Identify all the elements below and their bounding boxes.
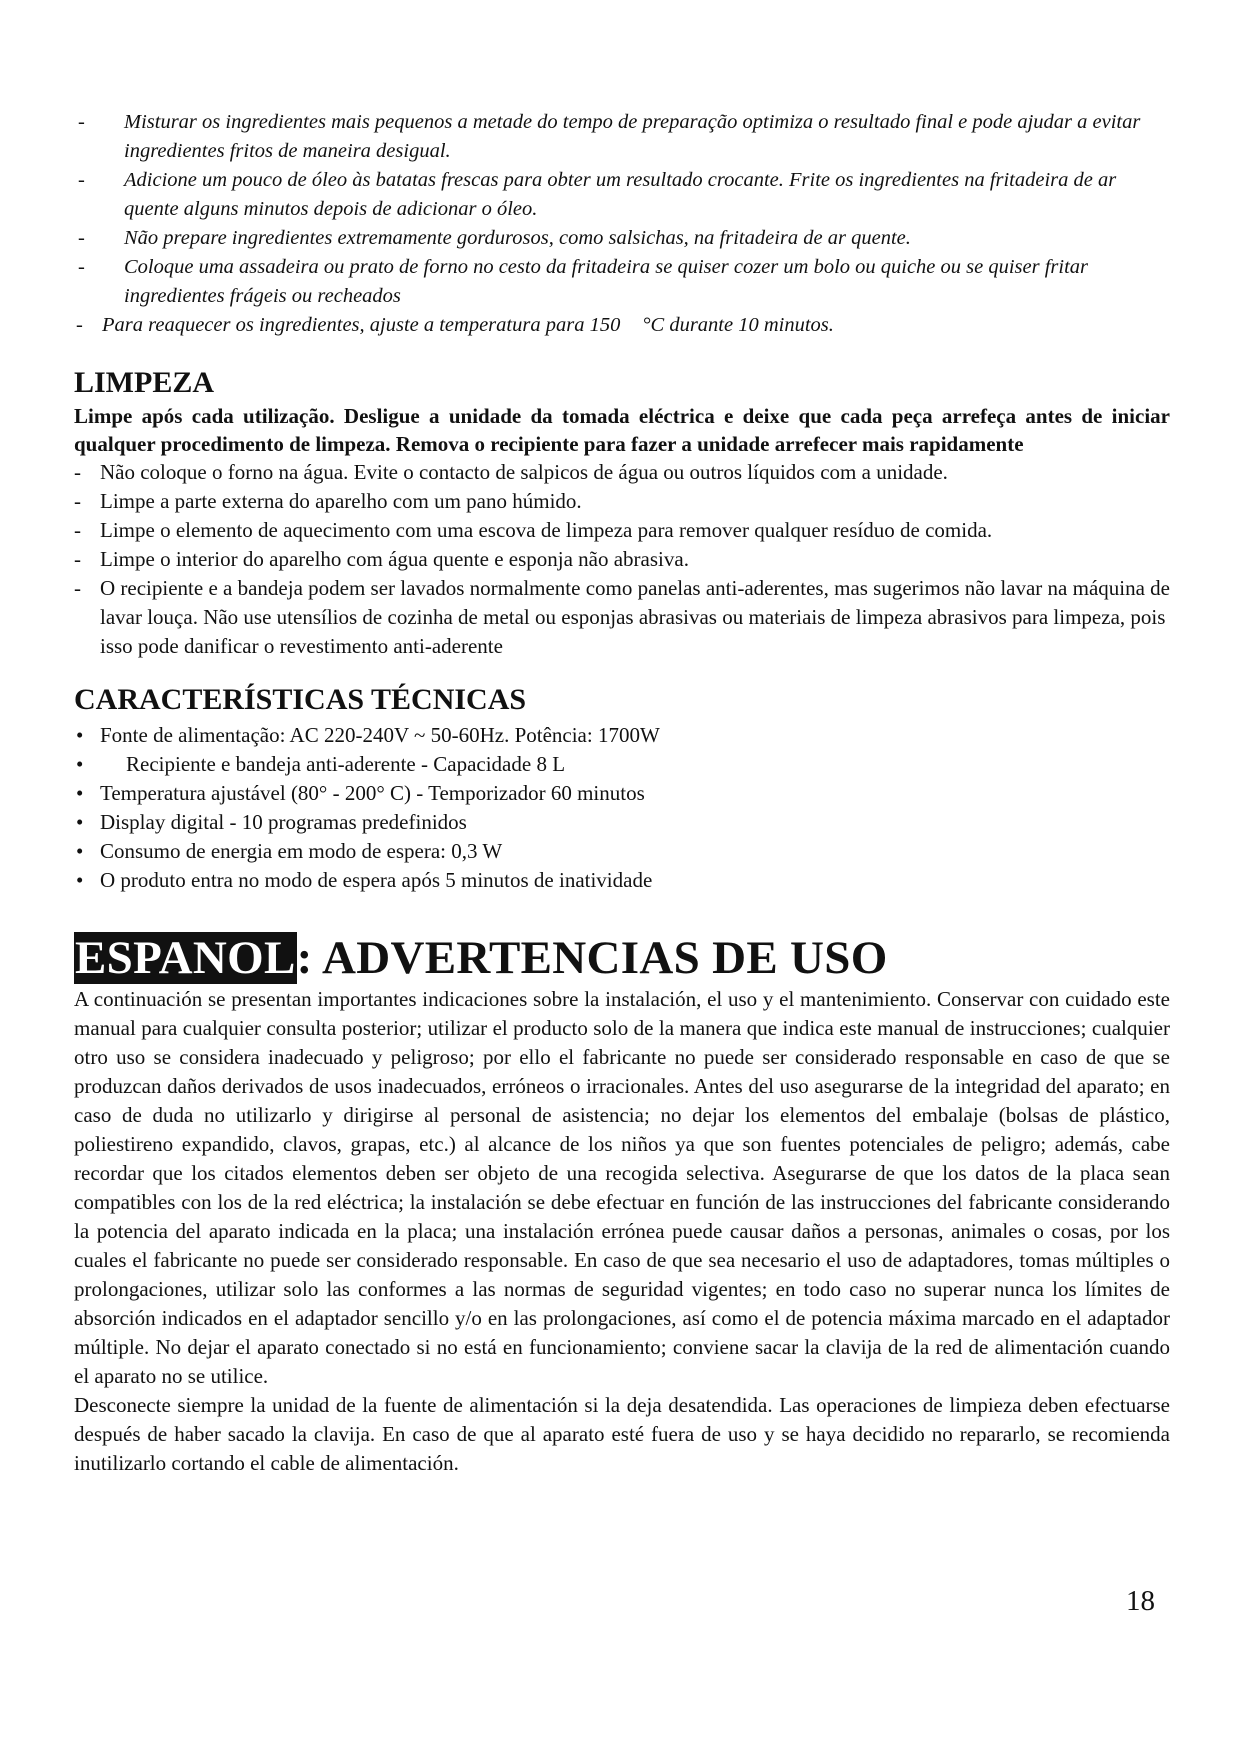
spec-text: Recipiente e bandeja anti-aderente - Capacidade 8 L <box>126 752 566 776</box>
spec-text: Display digital - 10 programas predefinidos <box>100 810 467 834</box>
limpeza-intro: Limpe após cada utilização. Desligue a unidade da tomada eléctrica e deixe que cada peça arrefeça antes de iniciar qualquer procedimento de limpeza. Remova o recipiente para fazer a unidade arrefecer mais rapidamente <box>74 404 1170 456</box>
limpeza-heading: LIMPEZA <box>74 366 215 399</box>
spec-item <box>74 837 1170 866</box>
tip-item <box>74 166 1170 224</box>
limpeza-item <box>74 458 1170 487</box>
limpeza-item-text: Limpe o elemento de aquecimento com uma escova de limpeza para remover qualquer resíduo de comida. <box>100 518 993 542</box>
spec-text: Temperatura ajustável (80° - 200° C) - Temporizador 60 minutos <box>100 781 645 805</box>
dash-marker: - <box>74 460 81 484</box>
tip-item-reheat <box>74 311 1170 340</box>
spec-item <box>74 721 1170 750</box>
tip-text: Adicione um pouco de óleo às batatas frescas para obter um resultado crocante. Frite os ingredientes na fritadeira de ar quente alguns minutos depois de adicionar o óleo. <box>124 169 1117 220</box>
limpeza-item <box>74 545 1170 574</box>
tip-item <box>74 253 1170 311</box>
cooking-tips-list <box>74 108 1170 340</box>
dash-marker: - <box>78 256 85 278</box>
spec-text: Consumo de energia em modo de espera: 0,3 W <box>100 839 503 863</box>
bullet-icon: • <box>76 810 84 834</box>
limpeza-item <box>74 516 1170 545</box>
spec-item <box>74 750 1170 779</box>
limpeza-item-text: Limpe o interior do aparelho com água quente e esponja não abrasiva. <box>100 547 689 571</box>
espanol-heading-title: : ADVERTENCIAS DE USO <box>296 932 888 984</box>
language-label: ESPANOL <box>75 932 296 984</box>
advertencias-paragraph: A continuación se presentan importantes indicaciones sobre la instalación, el uso y el mantenimiento. Conservar con cuidado este manual para cualquier consulta posterior; utilizar el producto solo de la manera que indica este manual de instrucciones; cualquier otro uso se considera inadecuado y peligroso; por ello el fabricante no puede ser considerado responsable en caso de que se produzcan daños derivados de usos inadecuados, erróneos o irracionales. Antes del uso asegurarse de la integridad del aparato; en caso de duda no utilizarlo y dirigirse al personal de asistencia; no dejar los elementos del embalaje (bolsas de plástico, poliestireno expandido, clavos, grapas, etc.) al alcance de los niños ya que son fuentes potenciales de peligro; además, cabe recordar que los citados elementos deben ser objeto de una recogida selectiva. Asegurarse de que los datos de la placa sean compatibles con los de la red eléctrica; la instalación se debe efectuar en función de las instrucciones del fabricante considerando la potencia del aparato indicada en la placa; una instalación errónea puede causar daños a personas, animales o cosas, por los cuales el fabricante no puede ser considerado responsable. En caso de que sea necesario el uso de adaptadores, tomas múltiples o prolongaciones, utilizar solo las conformes a las normas de seguridad vigentes; en todo caso no superar nunca los límites de absorción indicados en el adaptador sencillo y/o en las prolongaciones, así como el de potencia máxima marcado en el adaptador múltiple. No dejar el aparato conectado si no está en funcionamiento; conviene sacar la clavija de la red de alimentación cuando el aparato no se utilice. <box>74 987 1170 1388</box>
limpeza-item-text: O recipiente e a bandeja podem ser lavados normalmente como panelas anti-aderentes, mas sugerimos não lavar na máquina de lavar louça. Não use utensílios de cozinha de metal ou esponjas abrasivas ou materiais de limpeza abrasivos para limpeza, pois isso pode danificar o revestimento anti-aderente <box>100 576 1171 658</box>
tip-text: Misturar os ingredientes mais pequenos a metade do tempo de preparação optimiza o resultado final e pode ajudar a evitar ingredientes fritos de maneira desigual. <box>124 111 1141 162</box>
specs-heading: CARACTERÍSTICAS TÉCNICAS <box>74 683 527 716</box>
bullet-icon: • <box>76 868 84 892</box>
spec-item <box>74 866 1170 895</box>
limpeza-item <box>74 574 1170 661</box>
dash-marker: - <box>74 518 81 542</box>
advertencias-paragraph-2: Desconecte siempre la unidad de la fuente de alimentación si la deja desatendida. Las operaciones de limpieza deben efectuarse después de haber sacado la clavija. En caso de que al aparato esté fuera de uso y se haya decidido no repararlo, se recomienda inutilizarlo cortando el cable de alimentación. <box>74 1393 1170 1475</box>
tip-item <box>74 108 1170 166</box>
spec-item <box>74 779 1170 808</box>
spec-item <box>74 808 1170 837</box>
bullet-icon: • <box>76 839 84 863</box>
spec-text: Fonte de alimentação: AC 220-240V ~ 50-60Hz. Potência: 1700W <box>100 723 660 747</box>
bullet-icon: • <box>76 723 84 747</box>
manual-page <box>74 108 1170 1478</box>
dash-marker: - <box>74 576 81 600</box>
tip-text: Não prepare ingredientes extremamente gordurosos, como salsichas, na fritadeira de ar quente. <box>124 227 911 249</box>
tip-text: Coloque uma assadeira ou prato de forno no cesto da fritadeira se quiser cozer um bolo ou quiche ou se quiser fritar ingredientes frágeis ou recheados <box>124 256 1089 307</box>
limpeza-item-text: Não coloque o forno na água. Evite o contacto de salpicos de água ou outros líquidos com a unidade. <box>100 460 948 484</box>
dash-marker: - <box>74 489 81 513</box>
dash-marker: - <box>78 169 85 191</box>
tip-item <box>74 224 1170 253</box>
reheat-text-end: °C durante 10 minutos. <box>642 314 834 336</box>
espanol-heading <box>74 931 1170 985</box>
bullet-icon: • <box>76 781 84 805</box>
spec-text: O produto entra no modo de espera após 5 minutos de inatividade <box>100 868 653 892</box>
limpeza-list <box>74 458 1170 661</box>
limpeza-item-text: Limpe a parte externa do aparelho com um pano húmido. <box>100 489 582 513</box>
bullet-icon: • <box>76 752 84 776</box>
page-number: 18 <box>1126 1585 1155 1617</box>
specs-list <box>74 721 1170 895</box>
dash-marker: - <box>74 547 81 571</box>
reheat-text: Para reaquecer os ingredientes, ajuste a temperatura para 150 <box>102 314 621 336</box>
limpeza-item <box>74 487 1170 516</box>
dash-marker: - <box>78 227 85 249</box>
dash-marker: - <box>78 111 85 133</box>
dash-marker: - <box>76 314 83 336</box>
